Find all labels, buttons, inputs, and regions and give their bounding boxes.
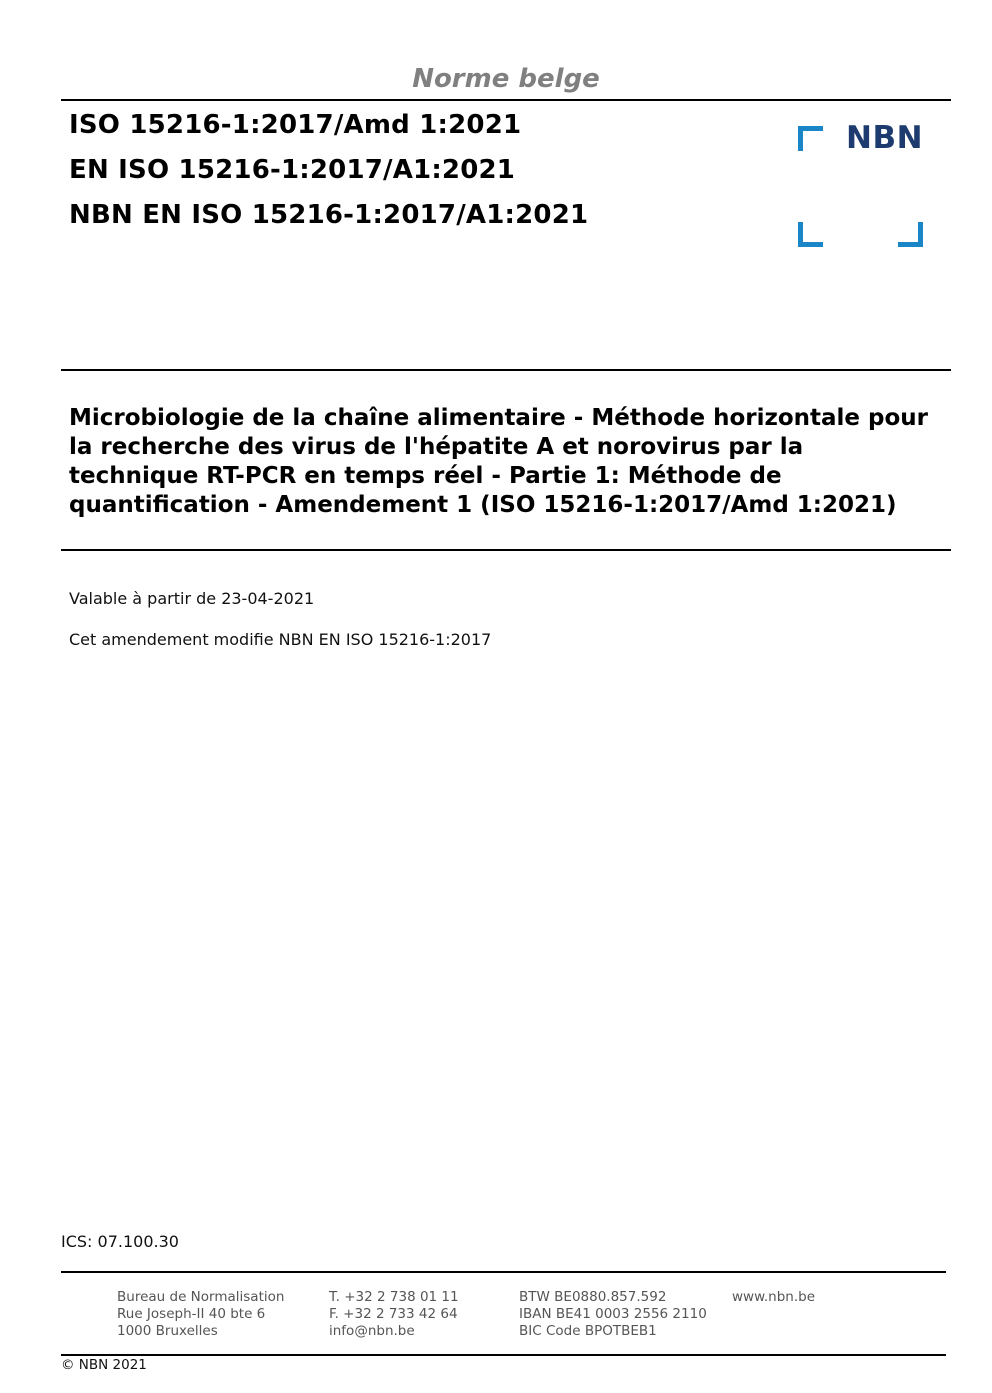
footer-address [117, 1289, 284, 1340]
footer-address-line: Rue Joseph-II 40 bte 6 [117, 1306, 266, 1322]
footer-fax: F. +32 2 733 42 64 [329, 1306, 458, 1322]
divider-title-top [61, 369, 951, 371]
divider-top [61, 99, 951, 101]
footer-web [732, 1289, 815, 1306]
nbn-logo [790, 118, 930, 250]
standard-iso: ISO 15216-1:2017/Amd 1:2021 [69, 110, 522, 140]
footer-contact [329, 1289, 459, 1340]
logo-corner-bottom-right [898, 222, 923, 247]
ics-code: ICS: 07.100.30 [61, 1232, 179, 1251]
footer-email: info@nbn.be [329, 1323, 415, 1339]
standard-nbn: NBN EN ISO 15216-1:2017/A1:2021 [69, 200, 589, 230]
title-line: la recherche des virus de l'hépatite A et norovirus par la [69, 434, 804, 460]
footer-iban: IBAN BE41 0003 2556 2110 [519, 1306, 707, 1322]
logo-corner-bottom-left [798, 222, 823, 247]
footer-bank [519, 1289, 707, 1340]
copyright-notice: © NBN 2021 [61, 1357, 147, 1373]
footer-bic: BIC Code BPOTBEB1 [519, 1323, 657, 1339]
document-type-label: Norme belge [412, 64, 600, 94]
logo-corner-top-left [798, 126, 823, 151]
valid-from-text: Valable à partir de 23-04-2021 [69, 589, 315, 608]
divider-footer-bottom [61, 1354, 946, 1356]
title-line: Microbiologie de la chaîne alimentaire - Méthode horizontale pour [69, 405, 929, 431]
footer-website: www.nbn.be [732, 1289, 816, 1305]
footer-address-line: 1000 Bruxelles [117, 1323, 218, 1339]
logo-wordmark: NBN [846, 120, 924, 156]
standard-en: EN ISO 15216-1:2017/A1:2021 [69, 155, 516, 185]
footer-address-line: Bureau de Normalisation [117, 1289, 285, 1305]
title-line: technique RT-PCR en temps réel - Partie 1: Méthode de [69, 463, 782, 489]
document-title [69, 404, 949, 520]
footer-vat: BTW BE0880.857.592 [519, 1289, 667, 1305]
modifies-text: Cet amendement modifie NBN EN ISO 15216-1:2017 [69, 630, 492, 649]
title-line: quantification - Amendement 1 (ISO 15216-1:2017/Amd 1:2021) [69, 492, 897, 518]
divider-footer-top [61, 1271, 946, 1273]
footer-phone: T. +32 2 738 01 11 [329, 1289, 459, 1305]
divider-title-bottom [61, 549, 951, 551]
